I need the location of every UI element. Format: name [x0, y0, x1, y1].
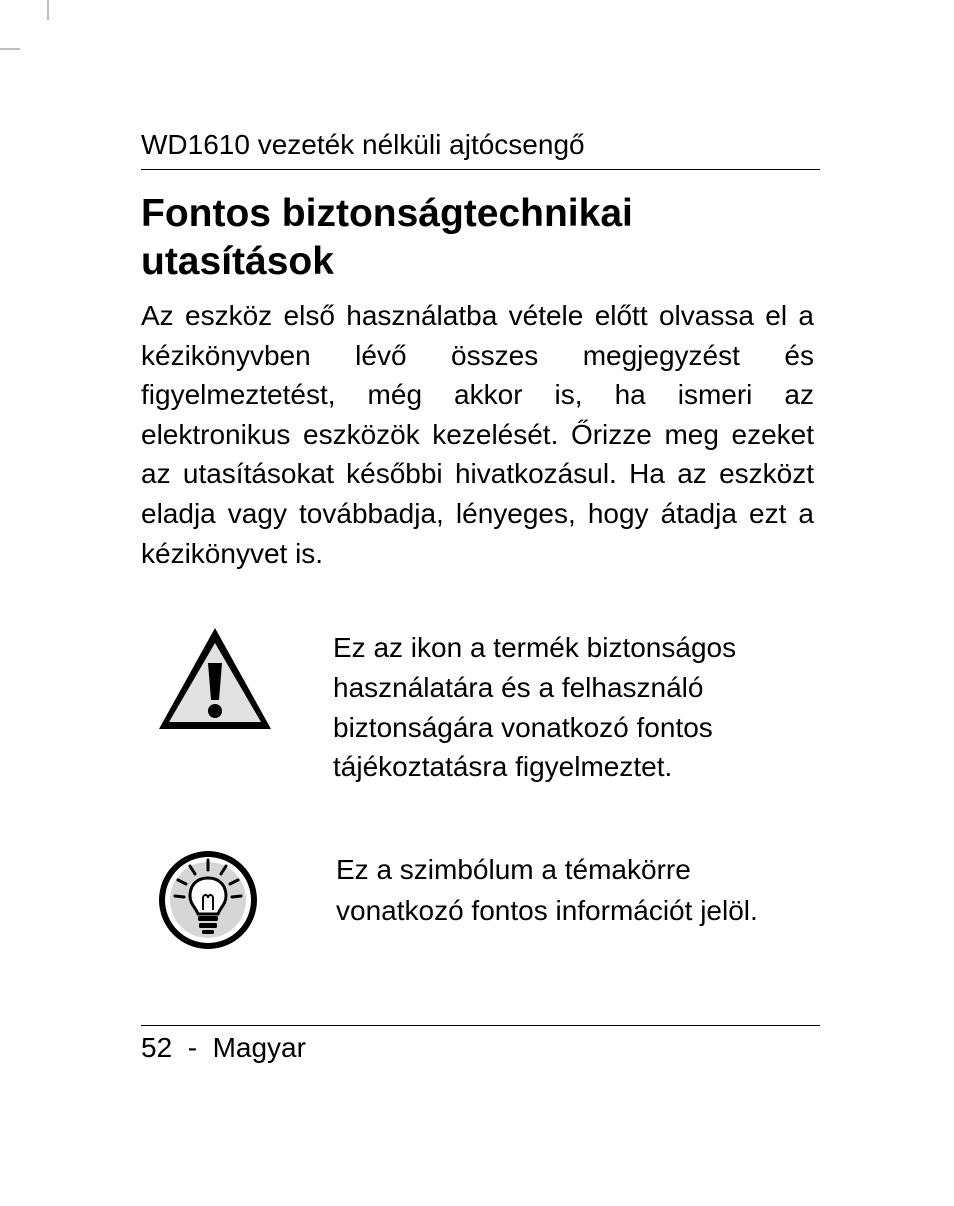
warning-note-text: Ez az ikon a termék biztonságos használatára és a felhasználó biztonságára vonatkozó fontos tájékoztatásra figyelmeztet. [333, 632, 737, 783]
warning-triangle-icon [157, 626, 273, 732]
crop-mark-horizontal [0, 48, 20, 50]
crop-mark-vertical [47, 0, 49, 20]
section-title: Fontos biztonságtechnikai utasítások [141, 192, 633, 283]
info-note-text: Ez a szimbólum a témakörre vonatkozó fontos információt jelöl. [336, 854, 758, 926]
intro-paragraph: Az eszköz első használatba vétele előtt olvassa el a kézikönyvben lévő összes megjegyzést és figyelmeztetést, még akkor is, ha ismeri az elektronikus eszközök kezelését. Őrizze meg ezeket az utasításokat későbbi hivatkozásul. Ha az eszközt eladja vagy továbbadja, lényeges, hogy átadja ezt a kézikönyvet is. [141, 300, 814, 569]
running-header: WD1610 vezeték nélküli ajtócsengő [141, 129, 585, 160]
lightbulb-icon [156, 848, 260, 952]
footer-divider [141, 1025, 820, 1026]
page-footer: 52 - Magyar [141, 1032, 306, 1063]
header-divider [141, 169, 820, 170]
